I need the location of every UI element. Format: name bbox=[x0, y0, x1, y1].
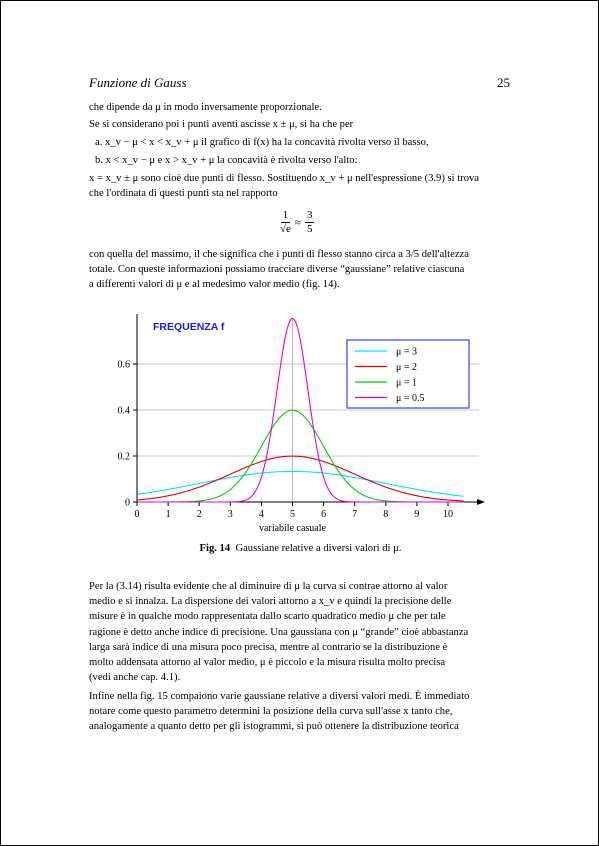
text-line: Infine nella fig. 15 compaiono varie gaussiane relative a diversi valori medi. È immediato bbox=[89, 691, 470, 702]
list-item: a. x_v − μ < x < x_v + μ il grafico di f(x) ha la concavità rivolta verso il basso, bbox=[95, 137, 429, 148]
fraction-lhs bbox=[280, 209, 291, 236]
x-tick-label: 8 bbox=[383, 509, 389, 520]
x-tick-label: 7 bbox=[352, 509, 358, 520]
text-line: totale. Con queste informazioni possiamo tracciare diverse “gaussiane” relative ciascuna bbox=[89, 264, 465, 276]
x-tick-label: 2 bbox=[196, 509, 202, 520]
paragraph-dispersion bbox=[89, 579, 512, 685]
legend-label: μ = 0.5 bbox=[396, 393, 425, 404]
y-tick-label: 0 bbox=[125, 497, 130, 509]
text-line: (vedi anche cap. 4.1). bbox=[89, 672, 181, 684]
fraction-numerator: 1 bbox=[282, 209, 289, 221]
x-axis-arrow bbox=[477, 499, 485, 505]
caption-label: Fig. 14 bbox=[199, 543, 231, 554]
y-tick-label: 0.4 bbox=[117, 405, 130, 417]
chart-title: FREQUENZA f bbox=[153, 321, 225, 333]
legend-label: μ = 3 bbox=[396, 346, 418, 358]
x-tick-label: 0 bbox=[134, 509, 140, 520]
text-line: larga sarà indice di una misura poco precisa, mentre al contrario se la distribuzione è bbox=[89, 641, 448, 653]
x-tick-label: 4 bbox=[258, 509, 264, 520]
paragraph-means bbox=[89, 689, 512, 735]
text-line: x = x_v ± μ sono cioè due punti di flesso. Sostituendo x_v + μ nell'espressione (3.9) si trova bbox=[89, 173, 479, 184]
y-tick-label: 0.6 bbox=[117, 359, 130, 371]
text-line: Se si considerano poi i punti aventi ascisse x ± μ, si ha che per bbox=[89, 119, 354, 131]
text-line: notare come questo parametro determini la posizione della curva sull'asse x tanto che, bbox=[89, 706, 453, 718]
list-item: b. x < x_v − μ e x > x_v + μ la concavità è rivolta verso l'alto: bbox=[95, 155, 358, 166]
text-line: misure è in qualche modo rappresentata dallo scarto quadratico medio μ che per tale bbox=[89, 611, 446, 623]
text-line: ragione è detto anche indice di precisione. Una gaussiana con μ “grande” cioè abbastanza bbox=[89, 626, 469, 638]
approx-sign: ≈ bbox=[294, 216, 301, 229]
ratio-formula bbox=[280, 209, 314, 236]
text-line: a differenti valori di μ e al medesimo valor medio (fig. 14). bbox=[89, 279, 340, 291]
legend-label: μ = 2 bbox=[396, 362, 418, 373]
paragraph-intro bbox=[89, 100, 512, 132]
page-number: 25 bbox=[497, 75, 510, 90]
x-tick-label: 10 bbox=[443, 509, 453, 520]
fraction-rhs bbox=[305, 209, 315, 236]
text-line: medio e si innalza. La dispersione dei valori attorno a x_v e quindi la precisione delle bbox=[89, 596, 452, 608]
series-line bbox=[138, 471, 464, 496]
text-line: che dipende da μ in modo inversamente proporzionale. bbox=[89, 102, 322, 113]
x-tick-label: 3 bbox=[227, 509, 233, 520]
fraction-denominator: √e bbox=[280, 223, 291, 235]
paragraph-maximum bbox=[89, 247, 512, 293]
text-line: analogamente a quanto detto per gli istogrammi, si può ottenere la distribuzione teorica bbox=[89, 721, 459, 733]
y-tick-label: 0.2 bbox=[117, 451, 130, 463]
x-axis-label: variabile casuale bbox=[259, 523, 326, 534]
series-line bbox=[138, 456, 464, 501]
caption-text: Gaussiane relative a diversi valori di μ. bbox=[235, 543, 402, 554]
x-tick-label: 9 bbox=[414, 509, 420, 520]
x-tick-label: 5 bbox=[290, 509, 295, 520]
running-header-title: Funzione di Gauss bbox=[89, 75, 187, 90]
fraction-denominator: 5 bbox=[306, 223, 313, 235]
legend-label: μ = 1 bbox=[396, 377, 418, 389]
text-line: molto addensata attorno al valor medio, μ è piccolo e la misura risulta molto precisa bbox=[89, 657, 446, 669]
fraction-numerator: 3 bbox=[306, 209, 313, 221]
gaussian-chart bbox=[109, 308, 499, 536]
text-line: che l'ordinata di questi punti sta nel rapporto bbox=[89, 188, 278, 200]
x-tick-label: 1 bbox=[165, 509, 171, 520]
x-tick-label: 6 bbox=[321, 509, 327, 520]
paragraph-inflection bbox=[89, 171, 512, 201]
text-line: Per la (3.14) risulta evidente che al diminuire di μ la curva si contrae attorno al valor bbox=[89, 581, 448, 592]
figure-caption bbox=[1, 543, 599, 554]
text-line: con quella del massimo, il che significa che i punti di flesso stanno circa a 3/5 dell'altezza bbox=[89, 249, 469, 260]
